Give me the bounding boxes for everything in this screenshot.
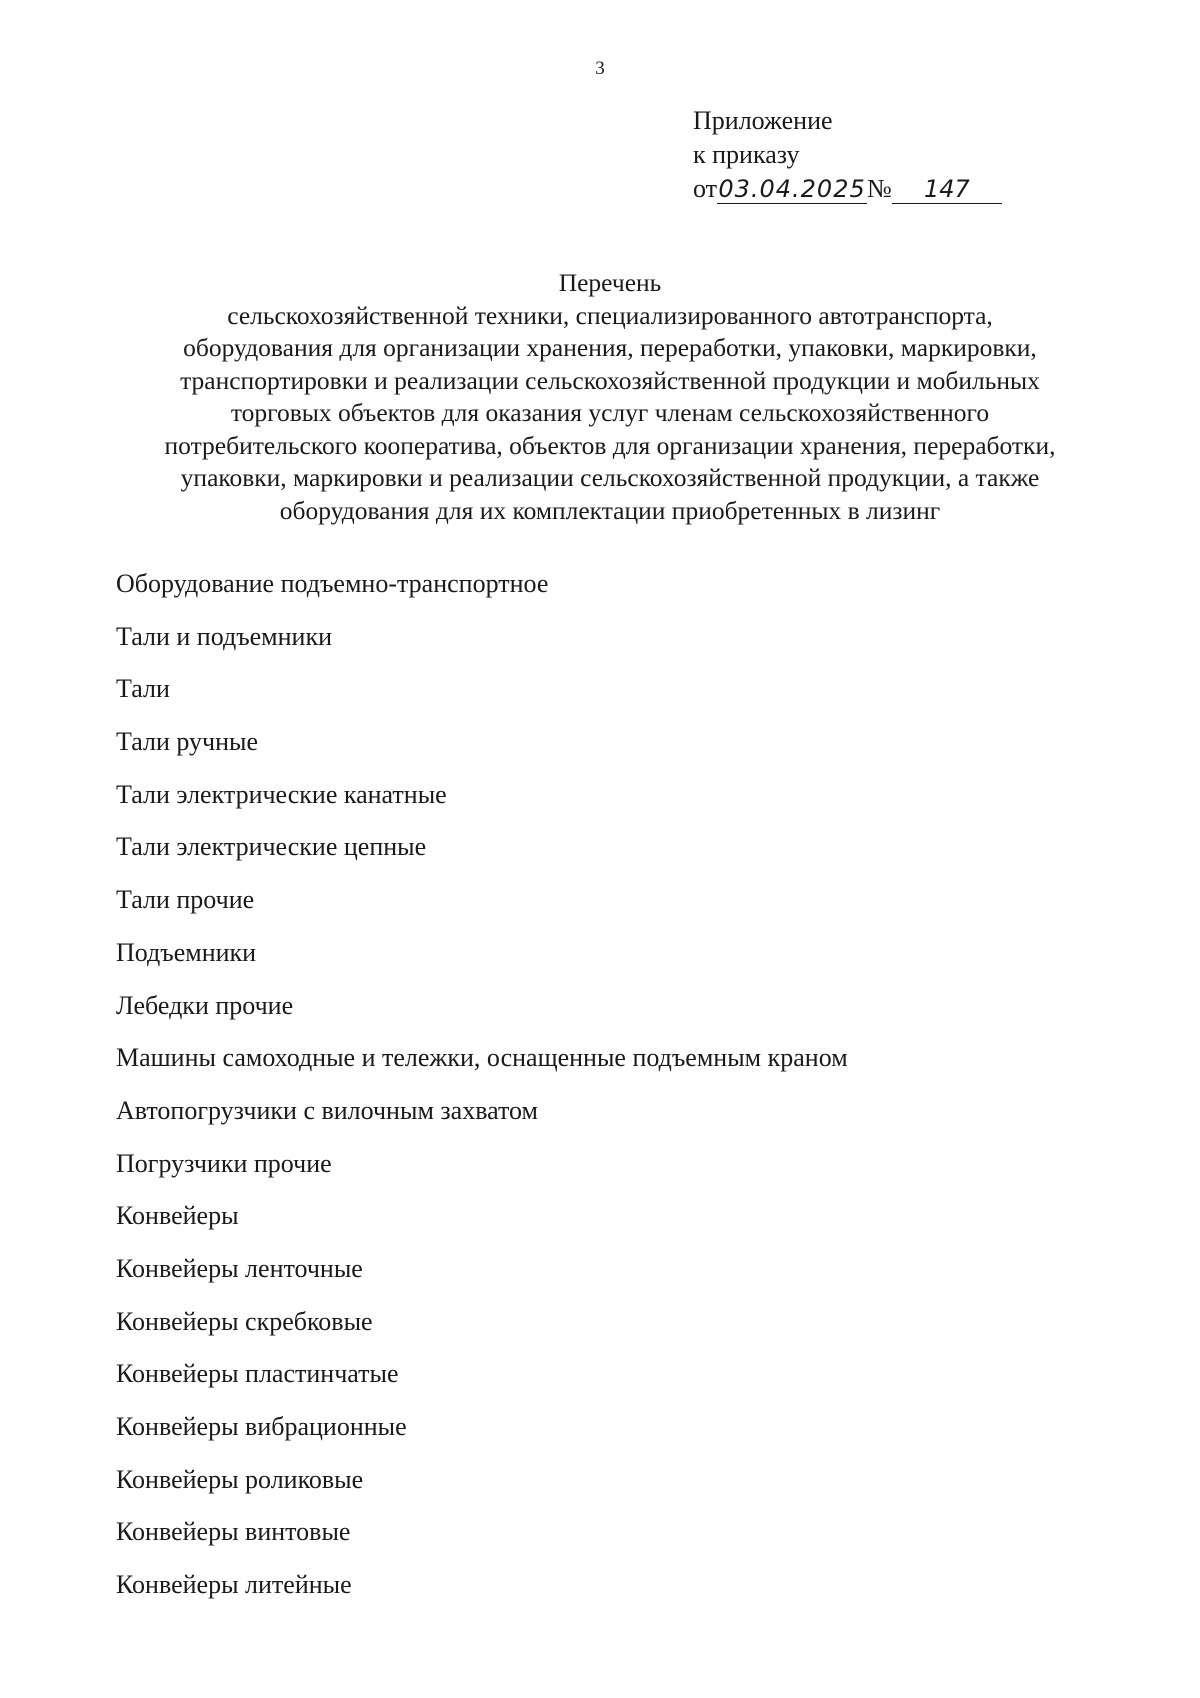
title-line: оборудования для их комплектации приобретенных в лизинг bbox=[279, 495, 941, 525]
list-item: Конвейеры bbox=[116, 1201, 239, 1231]
page-number: 3 bbox=[595, 58, 605, 79]
title-line: потребительского кооператива, объектов для организации хранения, переработки, bbox=[164, 430, 1056, 460]
list-item: Тали bbox=[116, 674, 170, 704]
list-item: Конвейеры скребковые bbox=[116, 1306, 373, 1336]
handwritten-date: 03.04.2025 bbox=[718, 175, 866, 203]
document-title bbox=[60, 267, 1160, 527]
list-item: Подъемники bbox=[116, 937, 257, 967]
list-item: Конвейеры вибрационные bbox=[116, 1412, 407, 1441]
appendix-label: Приложение bbox=[693, 106, 833, 135]
title-line: оборудования для организации хранения, переработки, упаковки, маркировки, bbox=[183, 333, 1037, 362]
list-item: Конвейеры винтовые bbox=[116, 1517, 351, 1547]
appendix-date-number-line bbox=[693, 172, 1002, 206]
list-item: Конвейеры роликовые bbox=[116, 1464, 364, 1494]
list-item: Лебедки прочие bbox=[116, 990, 294, 1020]
list-item: Тали и подъемники bbox=[116, 621, 333, 651]
appendix-header bbox=[693, 104, 1002, 206]
appendix-order-label: к приказу bbox=[693, 140, 800, 169]
title-line: упаковки, маркировки и реализации сельскохозяйственной продукции, а также bbox=[180, 463, 1040, 492]
list-item: Машины самоходные и тележки, оснащенные подъемным краном bbox=[116, 1043, 848, 1073]
list-item: Тали ручные bbox=[116, 727, 259, 757]
title-heading: Перечень bbox=[558, 268, 662, 297]
list-item: Тали электрические цепные bbox=[116, 832, 427, 862]
list-item: Конвейеры ленточные bbox=[116, 1253, 363, 1283]
title-line: торговых объектов для оказания услуг членам сельскохозяйственного bbox=[230, 398, 990, 427]
handwritten-order-number: 147 bbox=[892, 175, 1002, 204]
title-line: сельскохозяйственной техники, специализированного автотранспорта, bbox=[227, 300, 993, 330]
title-line: транспортировки и реализации сельскохозяйственной продукции и мобильных bbox=[180, 365, 1040, 395]
number-prefix: № bbox=[867, 174, 892, 203]
list-item: Автопогрузчики с вилочным захватом bbox=[116, 1095, 538, 1125]
list-item: Конвейеры пластинчатые bbox=[116, 1359, 399, 1389]
list-item: Тали прочие bbox=[116, 885, 255, 915]
list-item: Погрузчики прочие bbox=[116, 1148, 332, 1178]
equipment-list bbox=[116, 564, 848, 1618]
list-item: Тали электрические канатные bbox=[116, 779, 447, 809]
date-prefix: от bbox=[693, 174, 718, 203]
list-item: Оборудование подъемно-транспортное bbox=[116, 569, 549, 598]
list-item: Конвейеры литейные bbox=[116, 1570, 352, 1600]
